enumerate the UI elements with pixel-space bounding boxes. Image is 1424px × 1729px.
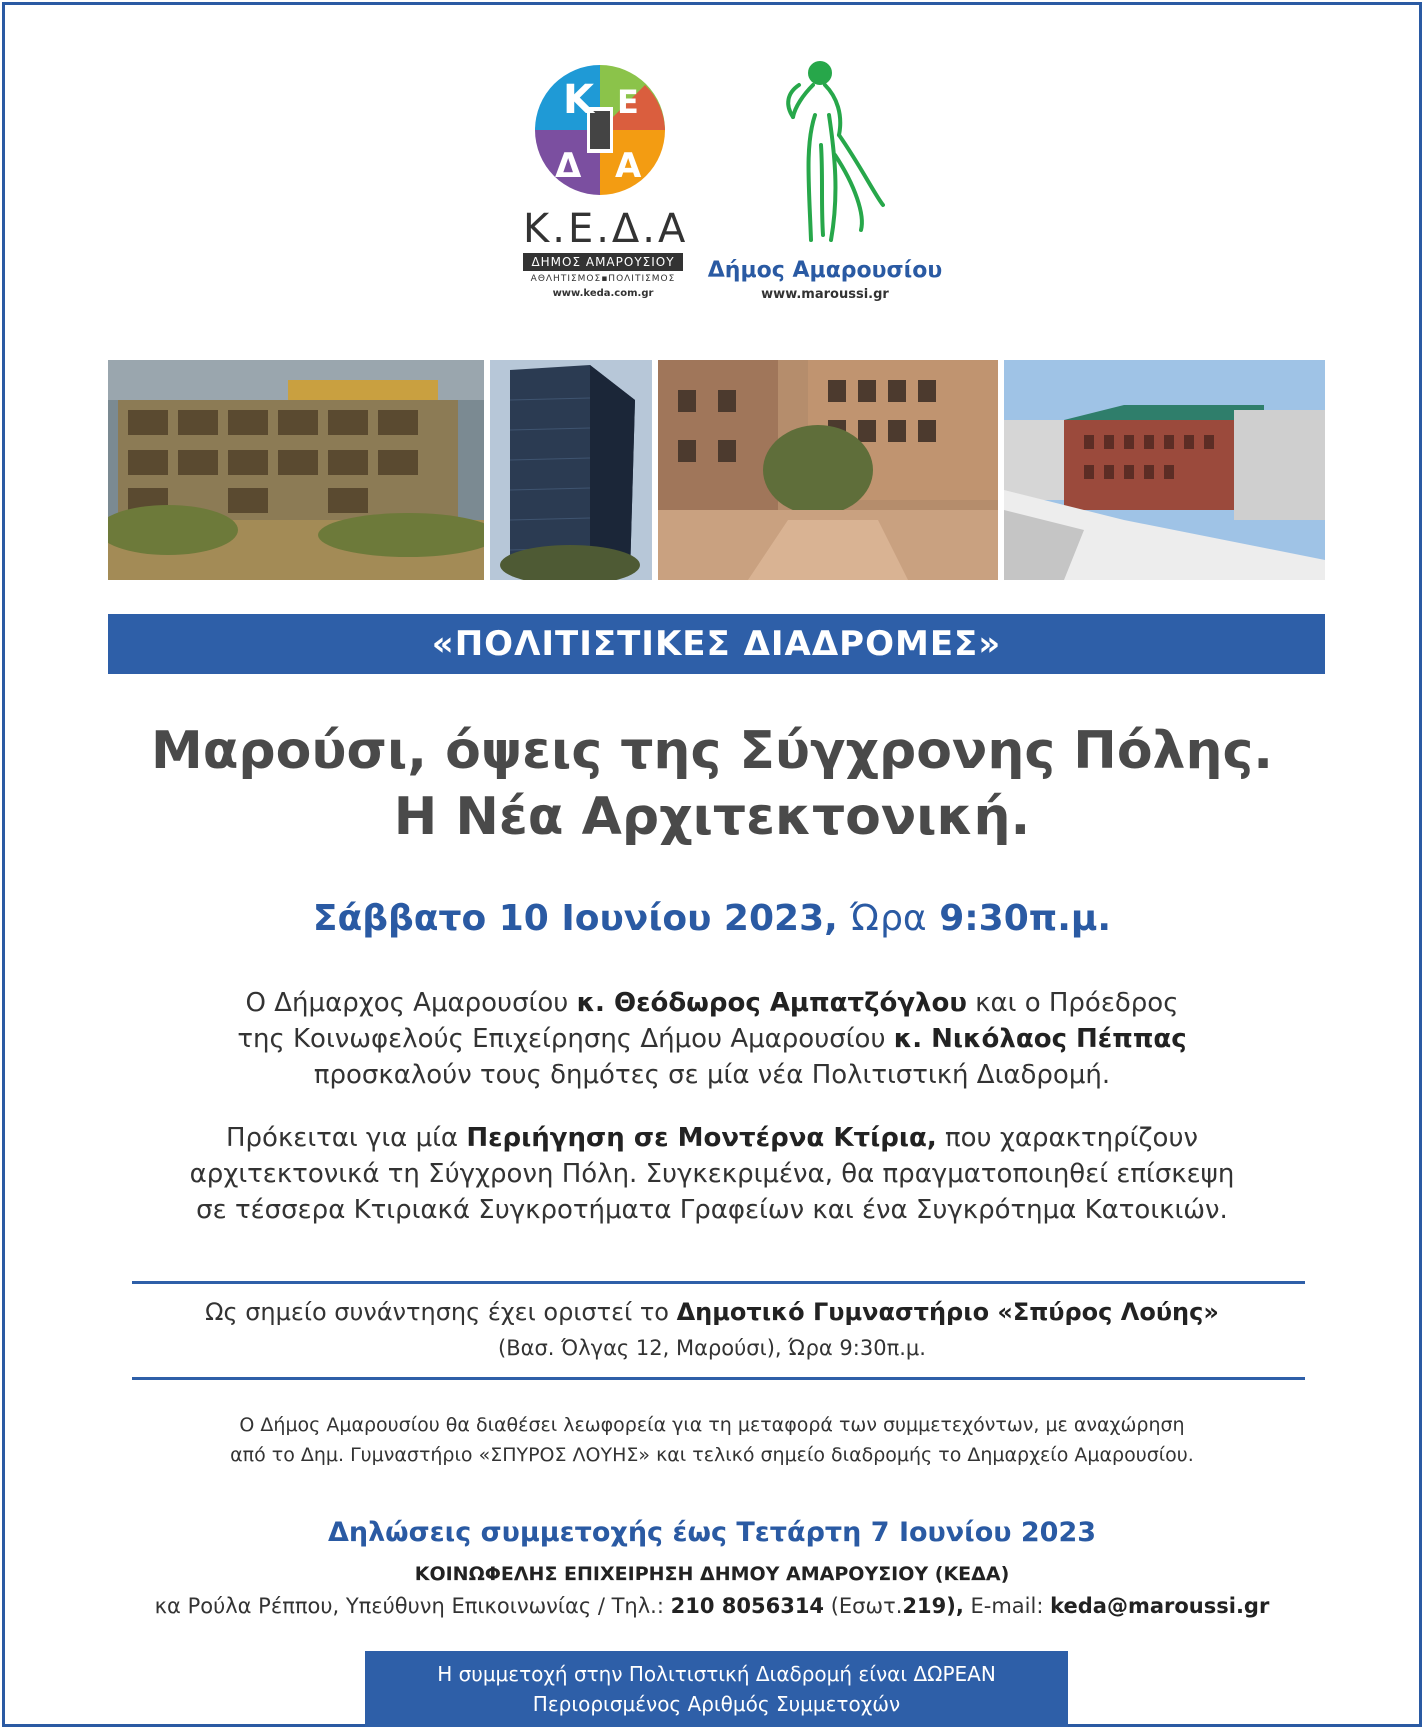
poster bbox=[2, 2, 1422, 1727]
contact-person: κα Ρούλα Ρέππου, Υπεύθυνη Επικοινωνίας / Τηλ.: bbox=[154, 1594, 671, 1618]
svg-text:Δ: Δ bbox=[555, 146, 582, 186]
tour-highlight: Περιήγηση σε Μοντέρνα Κτίρια, bbox=[466, 1123, 937, 1153]
photo-strip bbox=[108, 360, 1325, 580]
keda-municipality-bar: ΔΗΜΟΣ ΑΜΑΡΟΥΣΙΟΥ bbox=[523, 253, 683, 271]
invitation-paragraph bbox=[5, 985, 1419, 1093]
logos-row bbox=[5, 55, 1419, 315]
event-day: Σάββατο 10 Ιουνίου 2023, bbox=[312, 898, 838, 939]
contact-email[interactable]: keda@maroussi.gr bbox=[1050, 1594, 1270, 1618]
bus-note bbox=[5, 1410, 1419, 1470]
free-line-1: Η συμμετοχή στην Πολιτιστική Διαδρομή είναι ΔΩΡΕΑΝ bbox=[437, 1662, 996, 1686]
headline-line-1: Μαρούσι, όψεις της Σύγχρονης Πόλης. bbox=[150, 721, 1274, 781]
event-time: 9:30π.μ. bbox=[939, 898, 1112, 939]
intro-text: προσκαλούν τους δημότες σε μία νέα Πολιτιστική Διαδρομή. bbox=[313, 1060, 1111, 1090]
meeting-address: (Βασ. Όλγας 12, Μαρούσι), Ώρα 9:30π.μ. bbox=[498, 1336, 926, 1360]
tour-text: σε τέσσερα Κτιριακά Συγκροτήματα Γραφείων και ένα Συγκρότημα Κατοικιών. bbox=[196, 1195, 1228, 1225]
keda-subtitle: ΑΘΛΗΤΙΣΜΟΣ▪ΠΟΛΙΤΙΣΜΟΣ bbox=[530, 274, 676, 284]
keda-logo bbox=[523, 65, 689, 299]
tour-text: Πρόκειται για μία bbox=[225, 1123, 467, 1153]
svg-text:Α: Α bbox=[615, 146, 642, 186]
svg-text:Ε: Ε bbox=[617, 83, 639, 121]
maroussi-url[interactable]: www.maroussi.gr bbox=[761, 287, 889, 302]
event-headline bbox=[5, 718, 1419, 850]
photo-brick-offices bbox=[658, 360, 998, 580]
headline-line-2: Η Νέα Αρχιτεκτονική. bbox=[393, 787, 1031, 847]
intro-text: της Κοινωφελούς Επιχείρησης Δήμου Αμαρουσίου bbox=[237, 1024, 894, 1054]
keda-emblem-icon bbox=[535, 65, 665, 195]
intro-text: και ο Πρόεδρος bbox=[966, 988, 1179, 1018]
registration-deadline: Δηλώσεις συμμετοχής έως Τετάρτη 7 Ιουνίου 2023 bbox=[327, 1517, 1097, 1548]
keda-url[interactable]: www.keda.com.gr bbox=[552, 288, 654, 299]
contact-phone[interactable]: 210 8056314 bbox=[670, 1594, 825, 1618]
contact-email-label: E-mail: bbox=[963, 1594, 1051, 1618]
series-banner: «ΠΟΛΙΤΙΣΤΙΚΕΣ ΔΙΑΔΡΟΜΕΣ» bbox=[108, 614, 1325, 674]
photo-glass-tower bbox=[490, 360, 652, 580]
maroussi-name: Δήμος Αμαρουσίου bbox=[707, 258, 943, 283]
event-date bbox=[5, 898, 1419, 939]
svg-text:Κ: Κ bbox=[563, 77, 594, 123]
photo-residential-complex bbox=[108, 360, 484, 580]
keda-title: Κ.Ε.Δ.Α bbox=[523, 206, 689, 252]
maroussi-figure-icon bbox=[765, 55, 885, 250]
president-name: κ. Νικόλαος Πέππας bbox=[893, 1024, 1187, 1054]
photo-town-hall bbox=[1004, 360, 1325, 580]
contact-line bbox=[5, 1594, 1419, 1618]
free-line-2: Περιορισμένος Αριθμός Συμμετοχών bbox=[532, 1692, 901, 1716]
free-participation-box bbox=[365, 1651, 1068, 1727]
event-time-label: Ώρα bbox=[850, 898, 927, 939]
maroussi-logo bbox=[705, 55, 945, 302]
tour-text: αρχιτεκτονικά τη Σύγχρονη Πόλη. Συγκεκριμένα, θα πραγματοποιηθεί επίσκεψη bbox=[189, 1159, 1235, 1189]
bus-note-line: Ο Δήμος Αμαρουσίου θα διαθέσει λεωφορεία για τη μεταφορά των συμμετεχόντων, με αναχώρηση bbox=[239, 1414, 1185, 1436]
contact-ext-label: (Εσωτ. bbox=[824, 1594, 903, 1618]
intro-text: Ο Δήμαρχος Αμαρουσίου bbox=[245, 988, 577, 1018]
organization-name: ΚΟΙΝΩΦΕΛΗΣ ΕΠΙΧΕΙΡΗΣΗ ΔΗΜΟΥ ΑΜΑΡΟΥΣΙΟΥ (ΚΕΔΑ) bbox=[414, 1563, 1010, 1585]
meeting-text: Ως σημείο συνάντησης έχει οριστεί το bbox=[205, 1298, 677, 1326]
divider-top bbox=[132, 1281, 1305, 1284]
divider-bottom bbox=[132, 1377, 1305, 1380]
mayor-name: κ. Θεόδωρος Αμπατζόγλου bbox=[576, 988, 967, 1018]
meeting-point bbox=[5, 1295, 1419, 1329]
tour-text: που χαρακτηρίζουν bbox=[936, 1123, 1199, 1153]
contact-ext: 219), bbox=[902, 1594, 964, 1618]
tour-paragraph bbox=[5, 1120, 1419, 1228]
bus-note-line: από το Δημ. Γυμναστήριο «ΣΠΥΡΟΣ ΛΟΥΗΣ» και τελικό σημείο διαδρομής το Δημαρχείο Αμαρουσίου. bbox=[230, 1444, 1194, 1466]
meeting-venue: Δημοτικό Γυμναστήριο «Σπύρος Λούης» bbox=[676, 1298, 1219, 1326]
